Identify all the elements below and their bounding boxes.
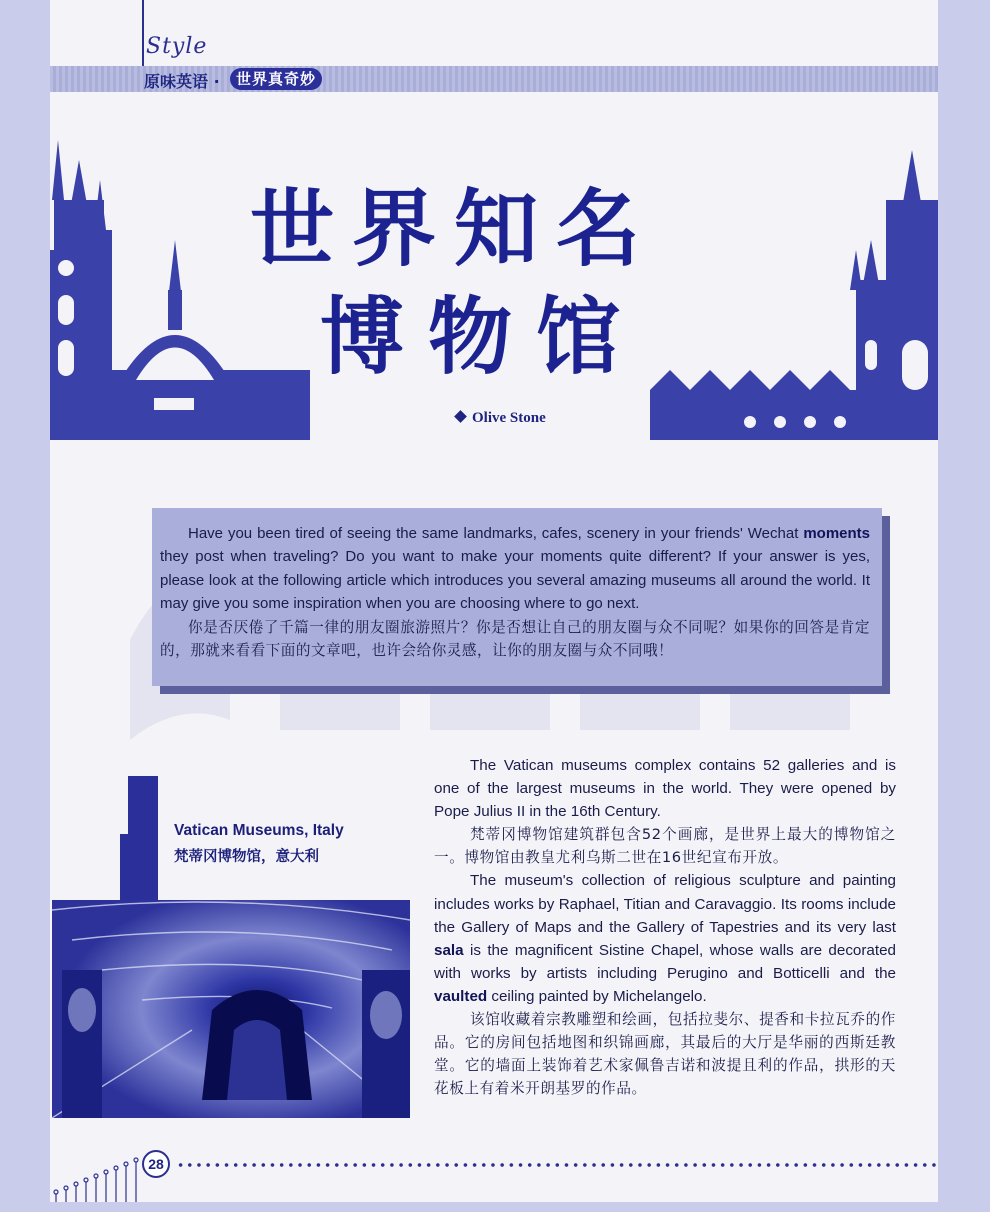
vatican-gallery-photo (52, 900, 410, 1118)
column-name: 原味英语 · (144, 72, 220, 91)
paragraph-2-english: The museum's collection of religious sculpture and painting includes works by Raphael, Titian and Caravaggio. Its rooms include the Gallery of Maps and the Gallery of Tapestries and its very last sala is the magnificent Sistine Chapel, whose walls are decorated with works by artists including Perugino and Botticelli and the vaulted ceiling painted by Michelangelo. (434, 872, 896, 1005)
keyword-moments: moments (803, 525, 870, 542)
keyword-sala: sala (434, 941, 464, 959)
intro-box (152, 508, 882, 686)
page-number: 28 (142, 1150, 170, 1178)
section-title-chinese: 梵蒂冈博物馆，意大利 (174, 849, 319, 865)
paragraph-1-chinese: 梵蒂冈博物馆建筑群包含52个画廊，是世界上最大的博物馆之一。博物馆由教皇尤利乌斯二世在16世纪宣布开放。 (434, 826, 896, 867)
column-subtitle: 世界真奇妙 (230, 68, 322, 90)
header-rule (142, 0, 144, 66)
intro-english: Have you been tired of seeing the same landmarks, cafes, scenery in your friends' Wechat moments they post when traveling? Do you want to make your moments quite different? If your answer is yes, please look at the following article which introduces you several amazing museums all around the world. It may give you some inspiration when you are choosing where to go next. (160, 525, 870, 613)
keyword-vaulted: vaulted (434, 987, 488, 1005)
style-logo: Style (146, 34, 208, 59)
footer-dotted-rule (176, 1163, 936, 1167)
footer-pin-decoration (50, 1150, 140, 1202)
diamond-icon (454, 410, 467, 423)
paragraph-1-english: The Vatican museums complex contains 52 galleries and is one of the largest museums in the world. They were opened by Pope Julius II in the 16th Century. (434, 757, 896, 821)
section-accent-notch (120, 776, 128, 834)
intro-chinese: 你是否厌倦了千篇一律的朋友圈旅游照片？你是否想让自己的朋友圈与众不同呢？如果你的回答是肯定的，那就来看看下面的文章吧，也许会给你灵感，让你的朋友圈与众不同哦！ (160, 618, 870, 660)
section-title-english: Vatican Museums, Italy (174, 822, 344, 839)
paragraph-2-chinese: 该馆收藏着宗教雕塑和绘画，包括拉斐尔、提香和卡拉瓦乔的作品。它的房间包括地图和织锦画廊，其最后的大厅是华丽的西斯廷教堂。它的墙面上装饰着艺术家佩鲁吉诺和波提且利的作品，拱形的天花板上有着米开朗基罗的作品。 (434, 1011, 896, 1098)
article-body (434, 754, 896, 1100)
title-line-2: 博物馆 (320, 287, 645, 386)
author-name: Olive Stone (472, 410, 546, 426)
author-byline (456, 410, 546, 427)
title-line-1: 世界知名 (250, 179, 659, 278)
magazine-page (50, 0, 938, 1202)
